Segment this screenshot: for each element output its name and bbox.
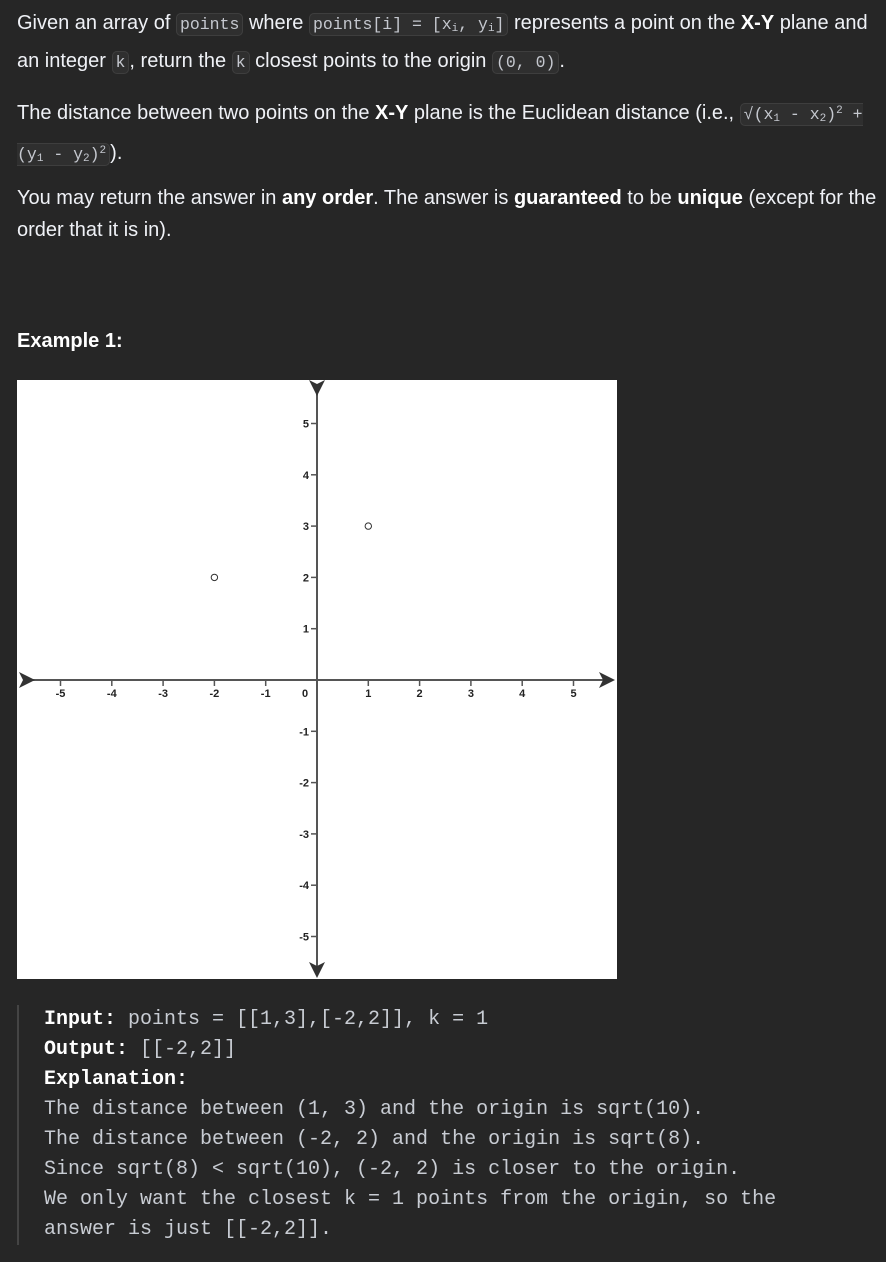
explanation-line: The distance between (-2, 2) and the origin is sqrt(8). — [44, 1128, 705, 1151]
svg-text:-1: -1 — [260, 688, 271, 700]
explanation-line: answer is just [[-2,2]]. — [44, 1218, 333, 1241]
svg-text:-1: -1 — [299, 726, 309, 739]
text: (except for the order that it is in). — [17, 187, 877, 241]
output-line — [44, 1035, 886, 1065]
data-points — [211, 523, 371, 581]
svg-text:-2: -2 — [299, 777, 309, 790]
input-label: Input: — [44, 1008, 117, 1031]
bold-text: any order — [281, 187, 374, 209]
svg-text:-5: -5 — [299, 931, 309, 944]
text: . The answer is — [373, 187, 514, 209]
example-title: Example 1: — [17, 330, 123, 352]
svg-text:1: 1 — [365, 688, 372, 700]
explanation-line: The distance between (1, 3) and the origin is sqrt(10). — [44, 1098, 705, 1121]
svg-text:5: 5 — [302, 418, 309, 431]
svg-text:4: 4 — [302, 469, 309, 482]
text: The distance between two points on the — [17, 102, 376, 124]
explanation-line: We only want the closest k = 1 points from the origin, so the — [44, 1188, 777, 1211]
text: You may return the answer in — [17, 187, 282, 209]
bold-text: X-Y — [375, 102, 409, 124]
inline-code-origin: (0, 0) — [492, 51, 559, 74]
svg-text:-4: -4 — [299, 880, 309, 893]
svg-text:4: 4 — [519, 688, 526, 700]
output-label: Output: — [44, 1038, 129, 1061]
text: plane and an integer — [17, 12, 868, 72]
svg-text:3: 3 — [302, 521, 309, 534]
svg-text:0: 0 — [301, 688, 309, 700]
output-value: [[-2,2]] — [128, 1038, 237, 1061]
text: closest points to the origin — [249, 50, 492, 72]
svg-text:-2: -2 — [209, 688, 220, 700]
inline-code-k: k — [232, 51, 250, 74]
inline-code-points: points — [176, 13, 243, 36]
svg-text:2: 2 — [302, 572, 309, 585]
input-value: points = [[1,3],[-2,2]], k = 1 — [116, 1008, 489, 1031]
input-line — [44, 1005, 886, 1035]
bold-text: guaranteed — [513, 187, 622, 209]
scatter-plot — [17, 380, 617, 979]
svg-text:-4: -4 — [106, 688, 117, 700]
svg-text:3: 3 — [467, 688, 474, 700]
problem-paragraph-3 — [17, 182, 886, 246]
text: ). — [110, 142, 123, 164]
text: plane is the Euclidean distance (i.e., — [408, 102, 740, 124]
text: to be — [621, 187, 678, 209]
text: . — [559, 50, 565, 72]
example-plot-image — [17, 380, 617, 979]
inline-code-formula: $√(x_1 - x_2)^2 + (y_1 - y_2)^2$ — [17, 105, 863, 165]
inline-code-point-def: points[i] = [$x_i$, $y_i$] — [309, 13, 508, 36]
inline-code-k: k — [112, 51, 130, 74]
svg-text:5: 5 — [570, 688, 577, 700]
svg-text:-3: -3 — [299, 828, 309, 841]
text: where — [243, 12, 309, 34]
problem-paragraph-1 — [17, 7, 886, 79]
text: Given an array of — [17, 12, 176, 34]
explanation-label: Explanation: — [44, 1068, 189, 1091]
svg-text:2: 2 — [416, 688, 423, 700]
problem-paragraph-2 — [17, 95, 886, 175]
text: , return the — [129, 50, 232, 72]
svg-text:1: 1 — [302, 623, 309, 636]
text: represents a point on the — [508, 12, 741, 34]
svg-text:-5: -5 — [55, 688, 66, 700]
svg-text:-3: -3 — [158, 688, 168, 700]
example-code-block — [17, 1005, 886, 1245]
bold-text: X-Y — [740, 12, 775, 34]
explanation-line: Since sqrt(8) < sqrt(10), (-2, 2) is closer to the origin. — [44, 1158, 741, 1181]
bold-text: unique — [677, 187, 743, 209]
